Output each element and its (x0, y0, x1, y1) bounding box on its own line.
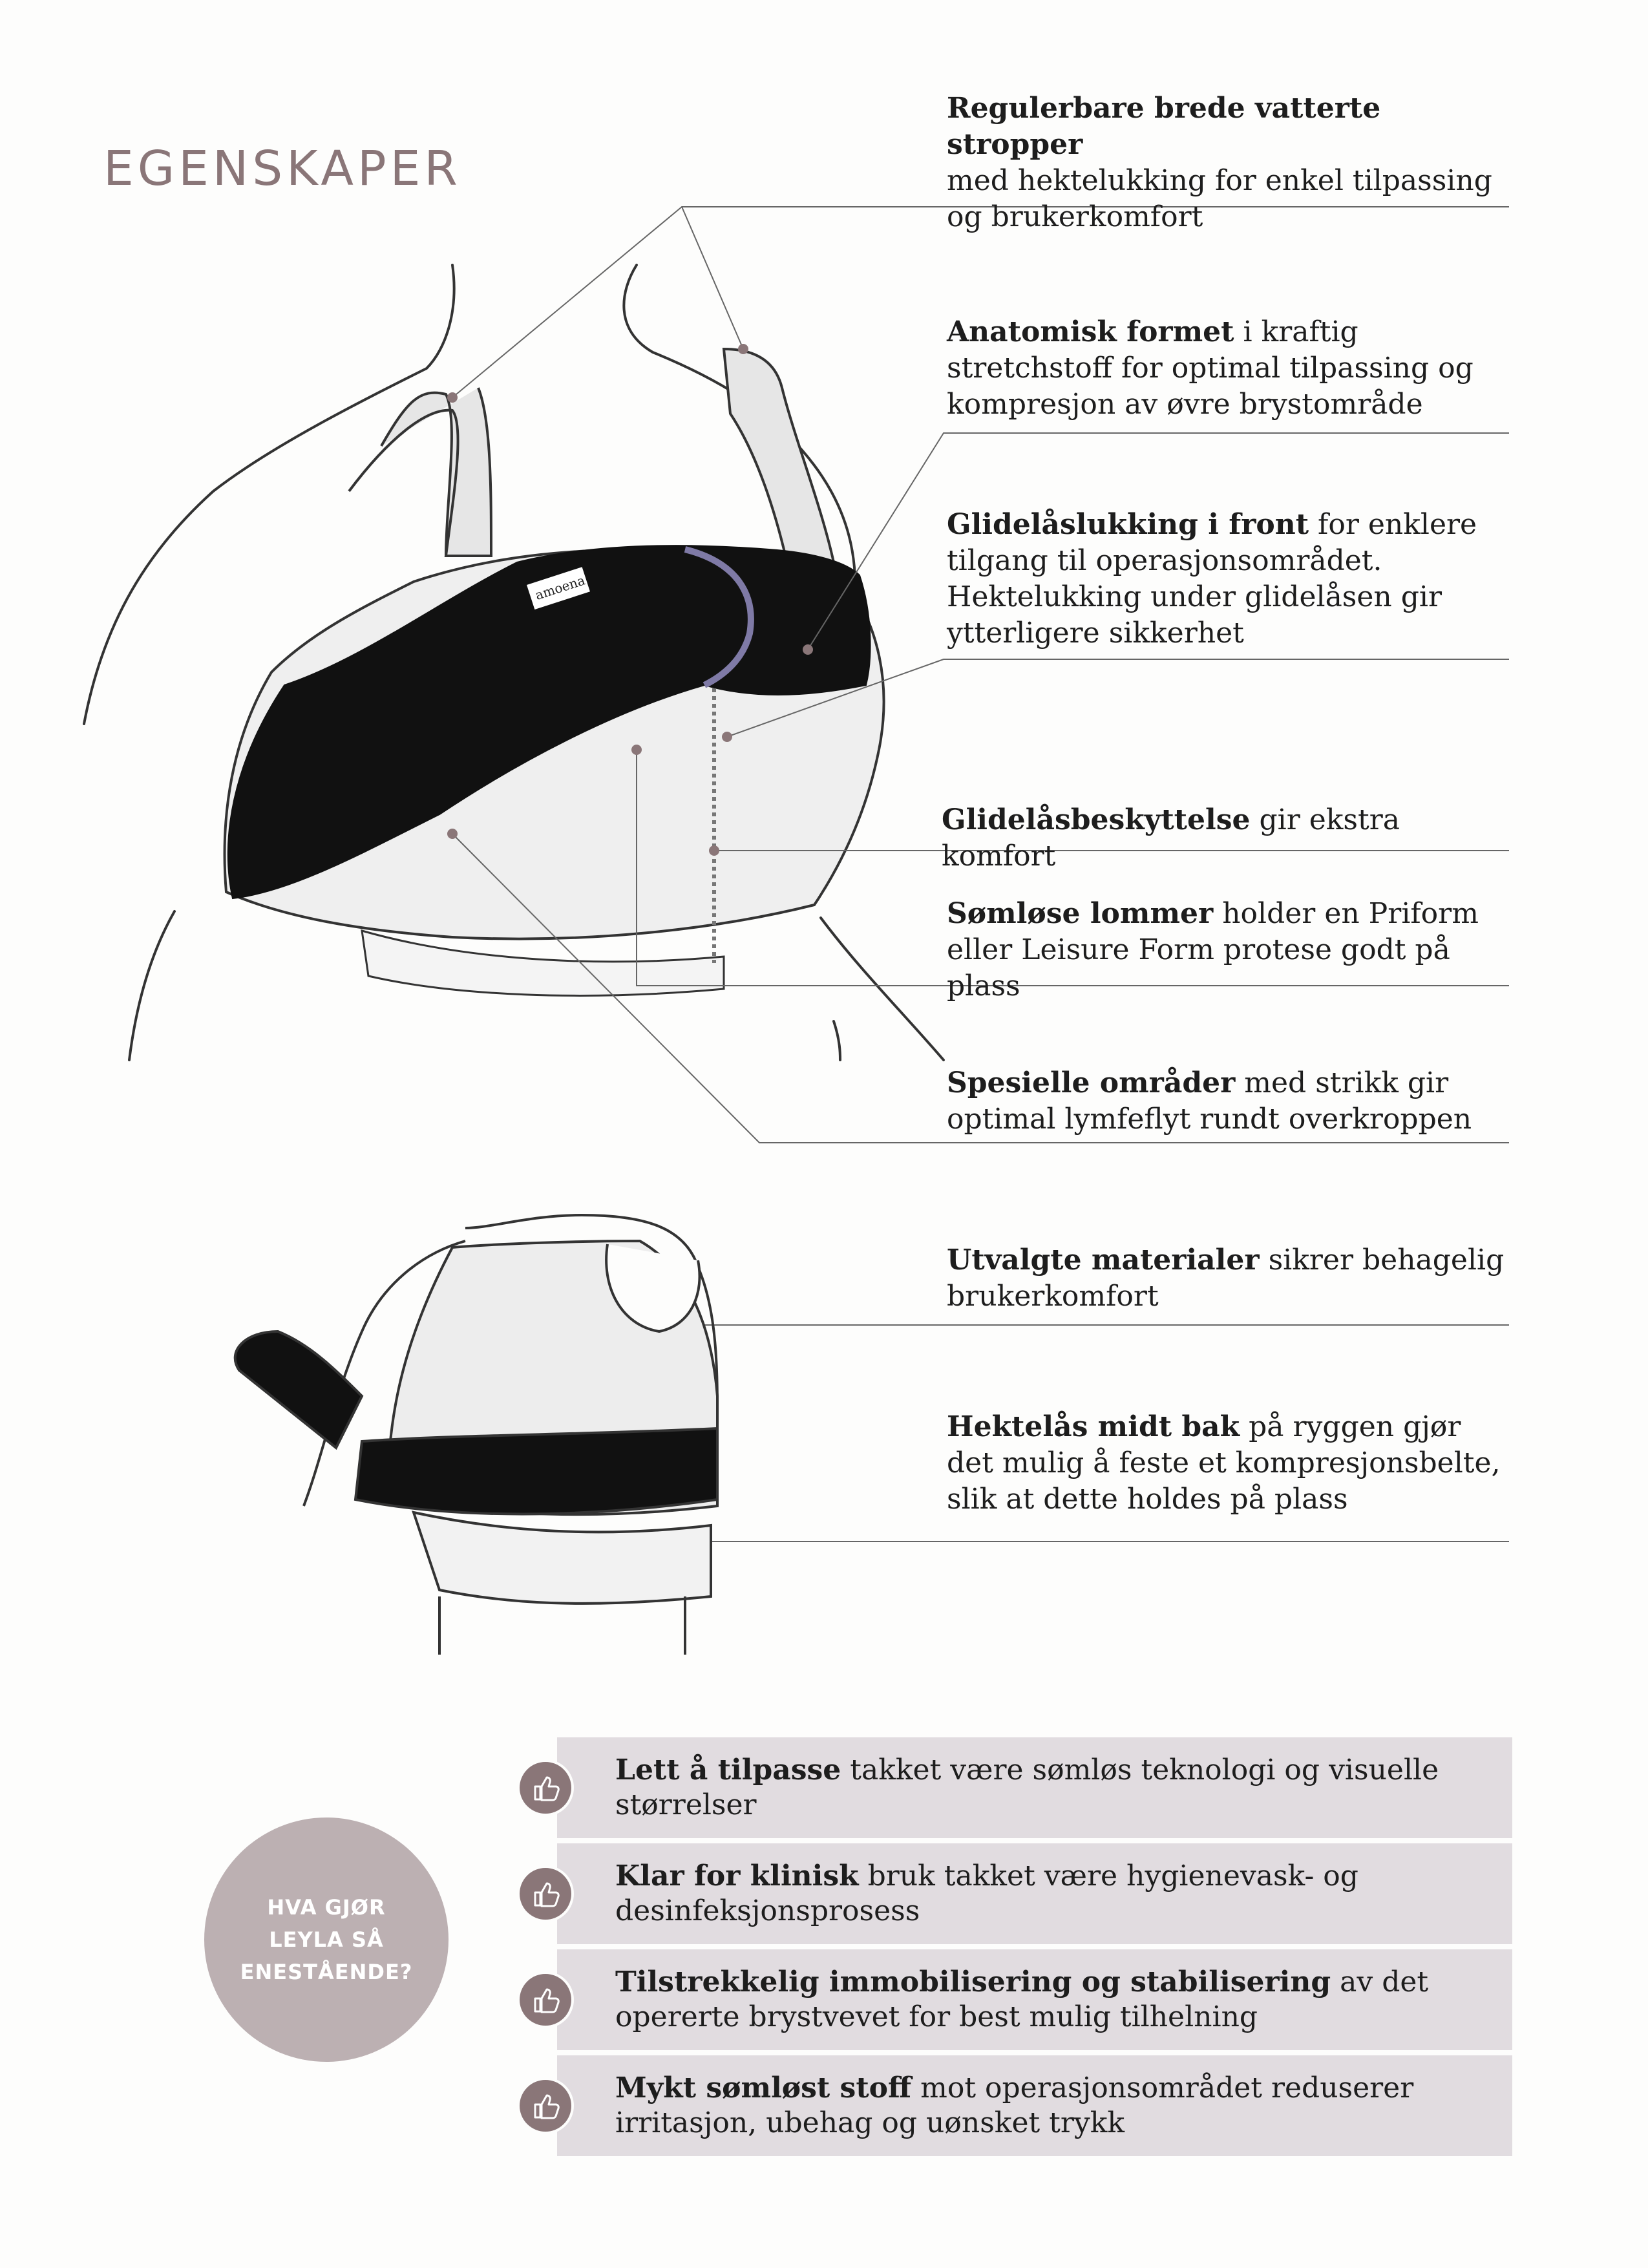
badge-line-2: LEYLA SÅ (269, 1927, 384, 1952)
feature-2 (947, 314, 1516, 423)
feature-1-text: med hektelukking for enkel tilpassing og brukerkomfort (947, 164, 1492, 233)
feature-5 (947, 896, 1516, 1004)
feature-1-highlight: Regulerbare brede vatterte stropper (947, 92, 1381, 161)
thumbs-up-icon (517, 1759, 574, 1816)
benefit-item (557, 1843, 1512, 1944)
feature-3-highlight: Glidelåslukking i front (947, 508, 1309, 541)
back-bra-illustration (235, 1215, 717, 1655)
unique-badge (204, 1818, 449, 2062)
feature-7 (947, 1242, 1516, 1315)
feature-8 (947, 1409, 1516, 1518)
feature-5-text: holder en Priform eller Leisure Form protese godt på plass (947, 897, 1479, 1002)
benefit-4-text: mot operasjonsområdet reduserer irritasjon, ubehag og uønsket trykk (615, 2072, 1414, 2139)
shoulder-straps (349, 349, 834, 569)
benefits-list (557, 1737, 1512, 2161)
feature-8-text: på ryggen gjør det mulig å feste et kompresjonsbelte, slik at dette holdes på plass (947, 1410, 1501, 1516)
benefit-3-highlight: Tilstrekkelig immobilisering og stabilisering (615, 1966, 1331, 1998)
page-title: EGENSKAPER (103, 141, 461, 196)
feature-2-text: i kraftig stretchstoff for optimal tilpassing og kompresjon av øvre brystområde (947, 315, 1474, 421)
feature-7-text: sikrer behagelig brukerkomfort (947, 1244, 1505, 1313)
feature-6 (947, 1065, 1516, 1138)
benefit-item (557, 1949, 1512, 2050)
feature-3 (947, 507, 1516, 652)
brand-label-text: amoena (533, 572, 587, 603)
benefit-2-highlight: Klar for klinisk (615, 1860, 859, 1892)
feature-4-highlight: Glidelåsbeskyttelse (942, 803, 1251, 836)
benefit-item (557, 2055, 1512, 2156)
feature-6-highlight: Spesielle områder (947, 1066, 1236, 1099)
feature-3-text: for enklere tilgang til operasjonsområdet. Hektelukking under glidelåsen gir ytterligere sikkerhet (947, 508, 1477, 650)
feature-6-text: med strikk gir optimal lymfeflyt rundt overkroppen (947, 1066, 1472, 1136)
benefit-1-text: takket være sømløs teknologi og visuelle størrelser (615, 1754, 1439, 1821)
benefit-item (557, 1737, 1512, 1838)
benefit-2-text: bruk takket være hygienevask- og desinfeksjonsprosess (615, 1860, 1358, 1927)
feature-4-text: gir ekstra komfort (942, 803, 1400, 873)
feature-8-highlight: Hektelås midt bak (947, 1410, 1240, 1443)
badge-line-3: ENESTÅENDE? (240, 1960, 413, 1984)
benefit-4-highlight: Mykt sømløst stoff (615, 2072, 912, 2104)
benefit-1-highlight: Lett å tilpasse (615, 1754, 841, 1786)
thumbs-up-icon (517, 1865, 574, 1922)
thumbs-up-icon (517, 2077, 574, 2134)
feature-2-highlight: Anatomisk formet (947, 315, 1234, 348)
feature-5-highlight: Sømløse lommer (947, 897, 1214, 930)
feature-4 (942, 802, 1510, 874)
badge-line-1: HVA GJØR (267, 1895, 386, 1920)
feature-1 (947, 90, 1516, 235)
thumbs-up-icon (517, 1971, 574, 2028)
benefit-3-text: av det opererte brystvevet for best mulig tilhelning (615, 1966, 1429, 2033)
feature-7-highlight: Utvalgte materialer (947, 1244, 1260, 1277)
